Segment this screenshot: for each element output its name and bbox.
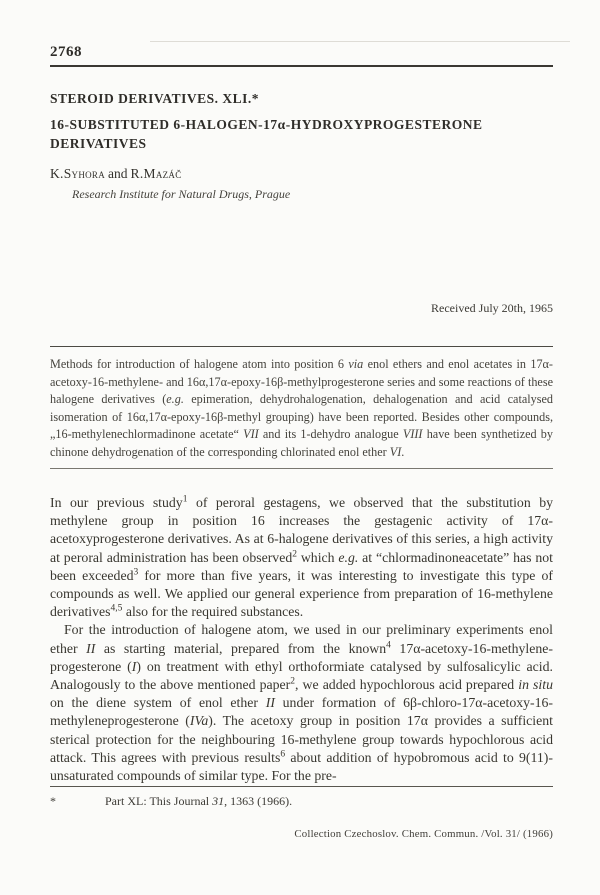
body-paragraph-1: In our previous study$^1$ of peroral gestagens, we observed that the substitution by methylene group in position 16 increases the gestagenic activity of 17α-acetoxyprogesterone derivatives. As at 6-halogene derivatives of this series, a high activity at peroral administration has been observed$^2$ which e.g. at “chlormadinoneacetate” has not been exceeded$^3$ for more than five years, it was interesting to investigate this type of compounds as well. We applied our general experience from preparation of 16-methylene derivatives$^{4,5}$ also for the required substances. [50, 494, 553, 620]
article-title: 16-SUBSTITUTED 6-HALOGEN-17α-HYDROXYPROGESTERONE DERIVATIVES [50, 117, 483, 151]
authors-line [50, 166, 553, 182]
footnote [50, 786, 553, 809]
article-series-title: STEROID DERIVATIVES. XLI.* [50, 91, 260, 106]
abstract-rule-top [50, 346, 553, 347]
affiliation: Research Institute for Natural Drugs, Prague [72, 187, 291, 201]
received-date: Received July 20th, 1965 [431, 301, 553, 315]
scan-artifact-line [150, 41, 570, 42]
author-1: K.Syhora [50, 166, 106, 181]
footnote-text: Part XL: This Journal 31, 1363 (1966). [105, 794, 293, 808]
body-paragraph-2: For the introduction of halogene atom, we used in our preliminary experiments enol ether II as starting material, prepared from the known$^4$ 17α-acetoxy-16-methylene-progesterone (I) on treatment with ethyl orthoformiate catalysed by sulfosalicylic acid. Analogously to the above mentioned paper$^2$, we added hypochlorous acid prepared in situ on the diene system of enol ether II under formation of 6β-chloro-17α-acetoxy-16-methyleneprogesterone (IVa). The acetoxy group in position 17α provides a sufficient sterical protection for the neighbouring 16-methylene group towards hypochlorous acid attack. This agrees with previous results$^6$ about addition of hypobromous acid to 9(11)-unsaturated compounds of similar type. For the pre- [50, 622, 553, 784]
author-separator: and [108, 166, 128, 181]
article-body [50, 494, 553, 786]
page-header [50, 43, 553, 67]
page-number: 2768 [50, 44, 82, 60]
abstract: Methods for introduction of halogene atom into position 6 via enol ethers and enol acetates in 17α-acetoxy-16-methylene- and 16α,17α-epoxy-16β-methylprogesterone series and some reactions of these halogene derivatives (e.g. epimeration, dehydrohalogenation, dehalogenation and acid catalysed isomeration of 16α,17α-epoxy-16β-methyl grouping) have been reported. Besides other compounds, „16-methylenechlormadinone acetate“ VII and its 1-dehydro analogue VIII have been synthetized by chinone dehydrogenation of the corresponding chlorinated enol ether VI. [50, 357, 553, 459]
footnote-marker: * [50, 794, 56, 808]
journal-footer: Collection Czechoslov. Chem. Commun. /Vol. 31/ (1966) [294, 828, 553, 840]
author-2: R.Mazáč [130, 166, 182, 181]
abstract-rule-bottom [50, 468, 553, 469]
